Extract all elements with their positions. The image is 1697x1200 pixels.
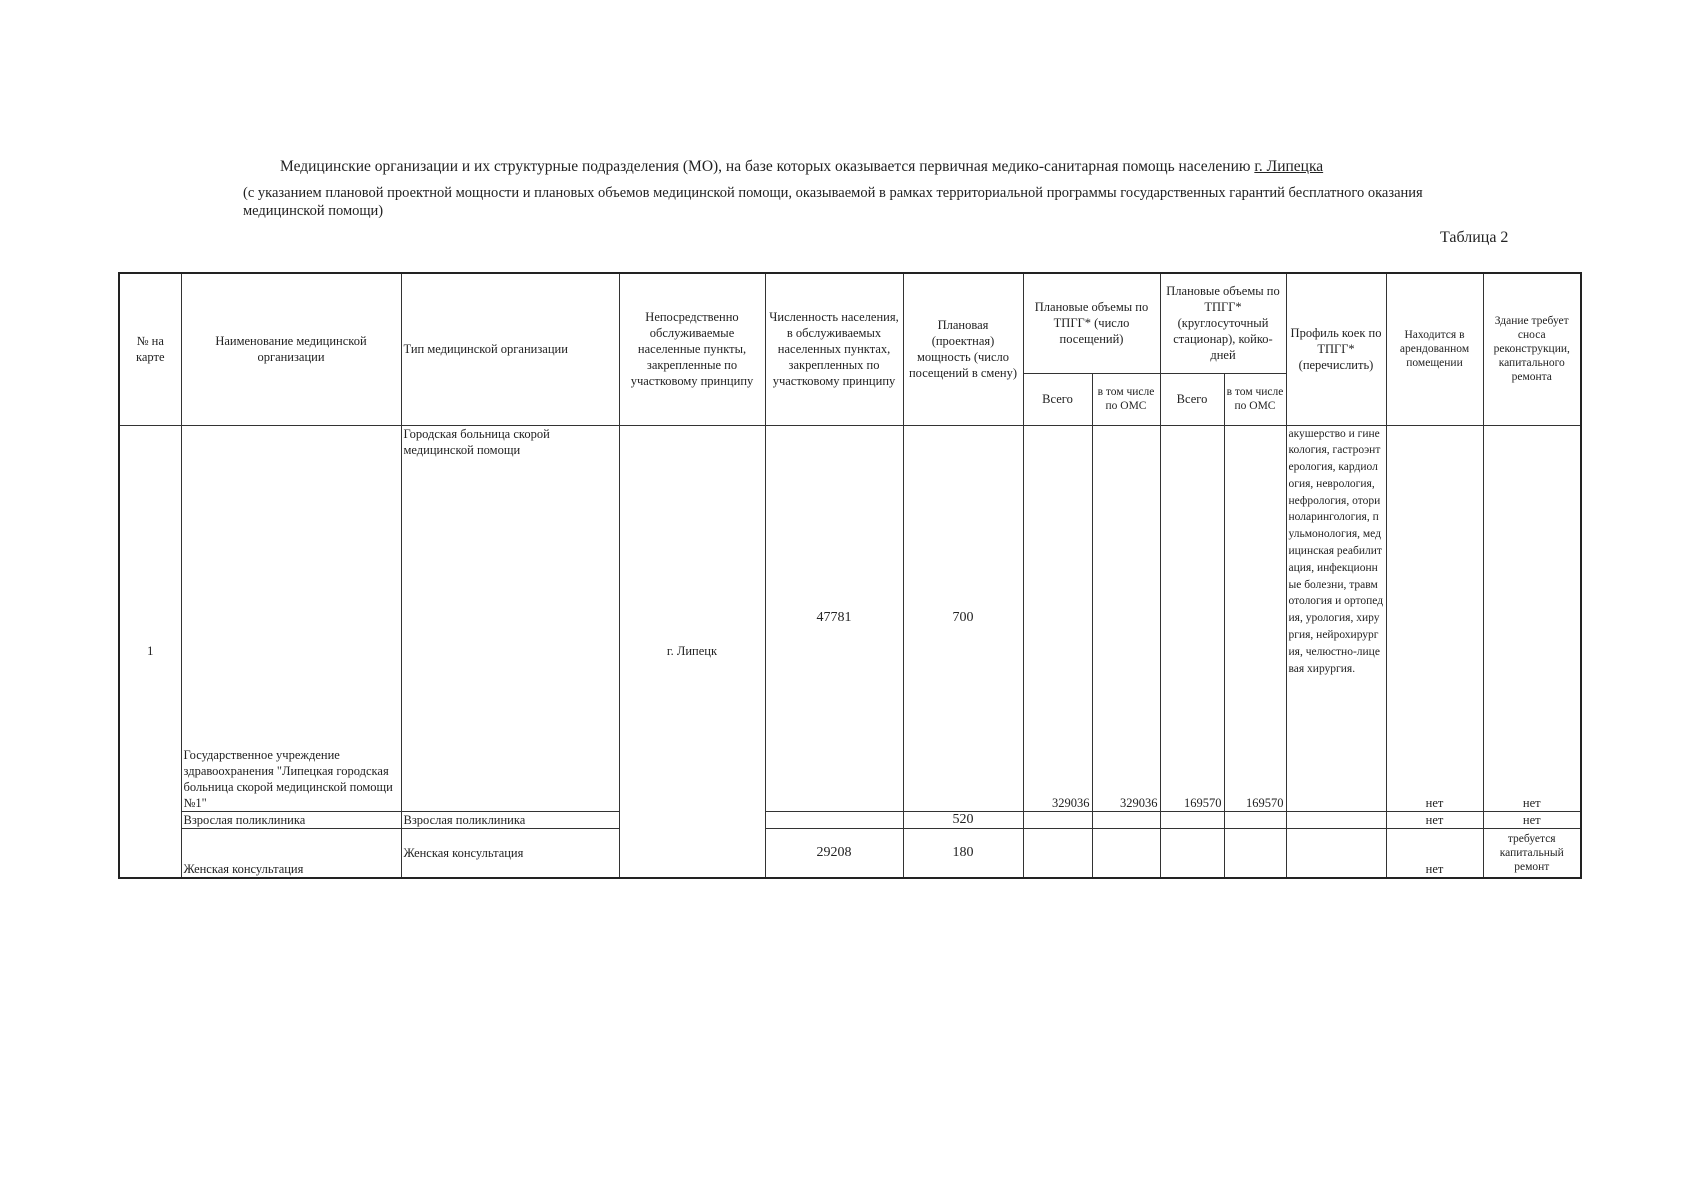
table-row bbox=[119, 828, 1581, 878]
header-visits-oms: в том числе по ОМС bbox=[1092, 373, 1160, 425]
visits-total: 329036 bbox=[1023, 425, 1092, 811]
header-visits-total: Всего bbox=[1023, 373, 1092, 425]
adult-name: Взрослая поликлиника bbox=[181, 811, 401, 828]
beds-oms: 169570 bbox=[1224, 425, 1286, 811]
women-visits-total bbox=[1023, 828, 1092, 878]
women-population: 29208 bbox=[765, 828, 903, 878]
organizations-table bbox=[118, 272, 1582, 879]
women-visits-oms bbox=[1092, 828, 1160, 878]
women-beds-total bbox=[1160, 828, 1224, 878]
women-beds-oms bbox=[1224, 828, 1286, 878]
header-capacity: Плановая (проектная) мощность (число посещений в смену) bbox=[903, 273, 1023, 425]
adult-beds-oms bbox=[1224, 811, 1286, 828]
header-profile: Профиль коек по ТПГГ* (перечислить) bbox=[1286, 273, 1386, 425]
women-rented: нет bbox=[1386, 828, 1483, 878]
women-name: Женская консультация bbox=[181, 828, 401, 878]
adult-capacity: 520 bbox=[903, 811, 1023, 828]
adult-profile bbox=[1286, 811, 1386, 828]
served-point: г. Липецк bbox=[619, 425, 765, 878]
header-beds-oms: в том числе по ОМС bbox=[1224, 373, 1286, 425]
header-type: Тип медицинской организации bbox=[401, 273, 619, 425]
adult-visits-oms bbox=[1092, 811, 1160, 828]
header-beds: Плановые объемы по ТПГГ* (круглосуточный стационар), койко-дней bbox=[1160, 273, 1286, 373]
header-visits: Плановые объемы по ТПГГ* (число посещений) bbox=[1023, 273, 1160, 373]
women-capacity: 180 bbox=[903, 828, 1023, 878]
bed-profile: акушерство и гинекология, гастроэнтерология, кардиология, неврология, нефрология, оториноларингология, пульмонология, медицинская реабилитация, инфекционные болезни, травмотология и ортопедия, урология, хирургия, нейрохирургия, челюстно-лицевая хирургия. bbox=[1286, 425, 1386, 811]
table-label: Таблица 2 bbox=[1440, 229, 1509, 246]
row-num: 1 bbox=[119, 425, 181, 878]
header-beds-total: Всего bbox=[1160, 373, 1224, 425]
title-text: Медицинские организации и их структурные подразделения (МО), на базе которых оказывается первичная медико-санитарная помощь населению bbox=[280, 158, 1251, 175]
adult-population bbox=[765, 811, 903, 828]
table-row bbox=[119, 811, 1581, 828]
women-profile bbox=[1286, 828, 1386, 878]
header-num: № на карте bbox=[119, 273, 181, 425]
header-points: Непосредственно обслуживаемые населенные пункты, закрепленные по участковому принципу bbox=[619, 273, 765, 425]
header-name: Наименование медицинской организации bbox=[181, 273, 401, 425]
document-title bbox=[280, 158, 1323, 176]
document-subtitle: (с указанием плановой проектной мощности и плановых объемов медицинской помощи, оказываемой в рамках территориальной программы государственных гарантий бесплатного оказания медицинской помощи) bbox=[243, 185, 1423, 219]
org-name: Государственное учреждение здравоохранения "Липецкая городская больница скорой медицинской помощи №1" bbox=[181, 425, 401, 811]
adult-rented: нет bbox=[1386, 811, 1483, 828]
org-type: Городская больница скорой медицинской помощи bbox=[401, 425, 619, 811]
capacity-main: 700 bbox=[903, 425, 1023, 811]
population-main: 47781 bbox=[765, 425, 903, 811]
adult-visits-total bbox=[1023, 811, 1092, 828]
header-rented: Находится в арендованном помещении bbox=[1386, 273, 1483, 425]
visits-oms: 329036 bbox=[1092, 425, 1160, 811]
women-type: Женская консультация bbox=[401, 828, 619, 878]
header-population: Численность населения, в обслуживаемых населенных пунктах, закрепленных по участковому принципу bbox=[765, 273, 903, 425]
building-main: нет bbox=[1483, 425, 1581, 811]
adult-beds-total bbox=[1160, 811, 1224, 828]
adult-building: нет bbox=[1483, 811, 1581, 828]
rented-main: нет bbox=[1386, 425, 1483, 811]
title-city: г. Липецка bbox=[1254, 158, 1324, 175]
beds-total: 169570 bbox=[1160, 425, 1224, 811]
women-building: требуется капитальный ремонт bbox=[1483, 828, 1581, 878]
table-row bbox=[119, 425, 1581, 811]
header-building: Здание требует сноса реконструкции, капитального ремонта bbox=[1483, 273, 1581, 425]
adult-type: Взрослая поликлиника bbox=[401, 811, 619, 828]
